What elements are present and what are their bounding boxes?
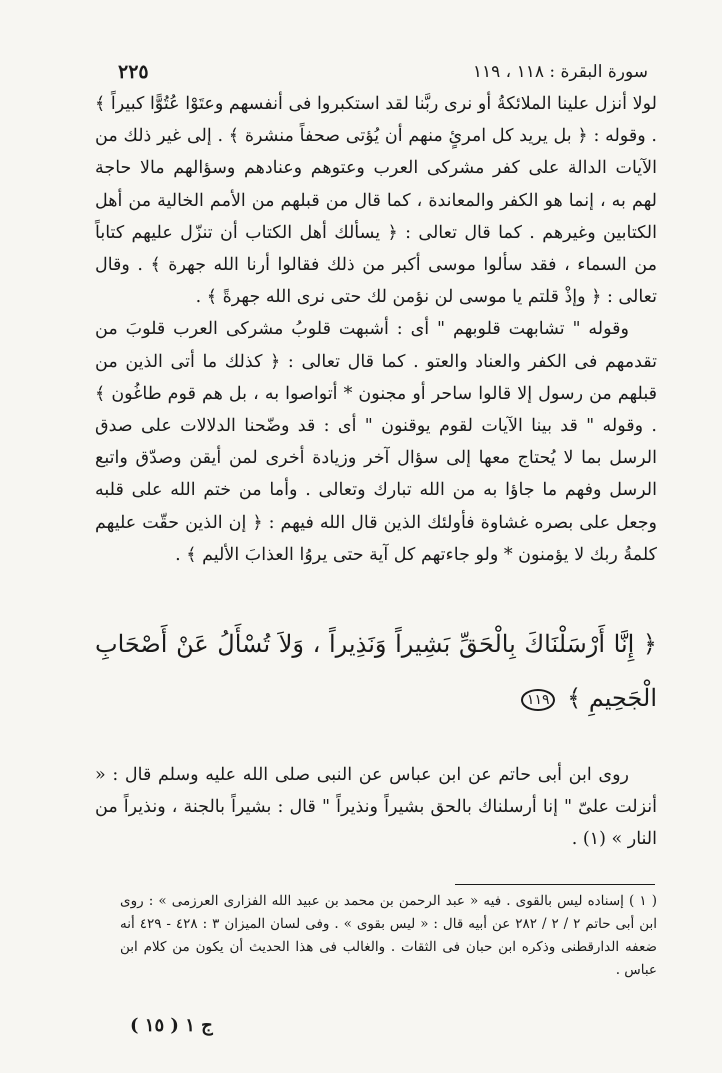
printer-signature: ج ١ ( ١٥ ) xyxy=(130,1015,213,1036)
quran-verse xyxy=(95,617,657,725)
commentary-paragraph: وقوله " تشابهت قلوبهم " أى : أشبهت قلوبُ مشركى العرب قلوبَ من تقدمهم فى الكفر والعناد والعتو . كما قال تعالى : ﴿ كذلك ما أتى الذين من قبلهم من رسول إلا قالوا ساحر أو مجنون * أتواصوا به ، بل هم قوم طاغُون ﴾ . وقوله " قد بينا الآيات لقوم يوقنون " أى : قد وضّحنا الدلالات على صدق الرسل بما لا يُحتاج معها إلى سؤال آخر وزيادة أخرى لمن أيقن وصدّق واتبع الرسل وفهم ما جاؤا به من الله تبارك وتعالى . وأما من ختم الله على قلبه وجعل على بصره غشاوة فأولئك الذين قال الله فيهم : ﴿ إن الذين حقّت عليهم كلمةُ ربك لا يؤمنون * ولو جاءتهم كل آية حتى يروُا العذابَ الأليم ﴾ . xyxy=(95,319,657,565)
main-text xyxy=(95,88,657,856)
page-header xyxy=(118,58,648,86)
page-number: ٢٢٥ xyxy=(118,61,149,83)
verse-number-badge: ١١٩ xyxy=(521,689,556,711)
verse-text: ﴿ إِنَّا أَرْسَلْنَاكَ بِالْحَقِّ بَشِيراً وَنَذِيراً ، وَلاَ تُسْأَلُ عَنْ أَصْحَابِ الْجَحِيمِ ﴾ xyxy=(95,630,657,713)
commentary-paragraph: لولا أنزل علينا الملائكةُ أو نرى ربَّنا لقد استكبروا فى أنفسهم وعتَوْا عُتُوًّا كبيراً ﴾ . وقوله : ﴿ بل يريد كل امرئٍ منهم أن يُؤتى صحفاً منشرة ﴾ . إلى غير ذلك من الآيات الدالة على كفر مشركى العرب وعتوهم وعنادهم وسؤالهم مالا حاجة لهم به ، إنما هو الكفر والمعاندة ، كما قال من قبلهم من الأمم الخالية من أهل الكتابين وغيرهم . كما قال تعالى : ﴿ يسألك أهل الكتاب أن تنزّل عليهم كتاباً من السماء ، فقد سألوا موسى أكبر من ذلك فقالوا أرنا الله جهرة ﴾ . وقال تعالى : ﴿ وإذْ قلتم يا موسى لن نؤمن لك حتى نرى الله جهرةً ﴾ . xyxy=(95,94,657,308)
running-title: سورة البقرة : ١١٨ ، ١١٩ xyxy=(472,62,648,82)
hadith-paragraph: روى ابن أبى حاتم عن ابن عباس عن النبى صلى الله عليه وسلم قال : « أنزلت علىّ " إنا أرسلناك بالحق بشيراً ونذيراً " قال : بشيراً بالجنة ، ونذيراً من النار » (١) . xyxy=(95,765,657,850)
footnote: ( ١ ) إسناده ليس بالقوى . فيه « عبد الرحمن بن محمد بن عبيد الله الفزارى العرزمى » : روى ابن أبى حاتم ٢ / ٢ / ٢٨٢ عن أبيه قال : « ليس بقوى » . وفى لسان الميزان ٣ : ٤٢٨ - ٤٢٩ أنه ضعفه الدارقطنى وذكره ابن حبان فى الثقات . والغالب فى هذا الحديث أن يكون من كلام ابن عباس . xyxy=(120,893,658,978)
footnote-divider xyxy=(455,884,655,885)
